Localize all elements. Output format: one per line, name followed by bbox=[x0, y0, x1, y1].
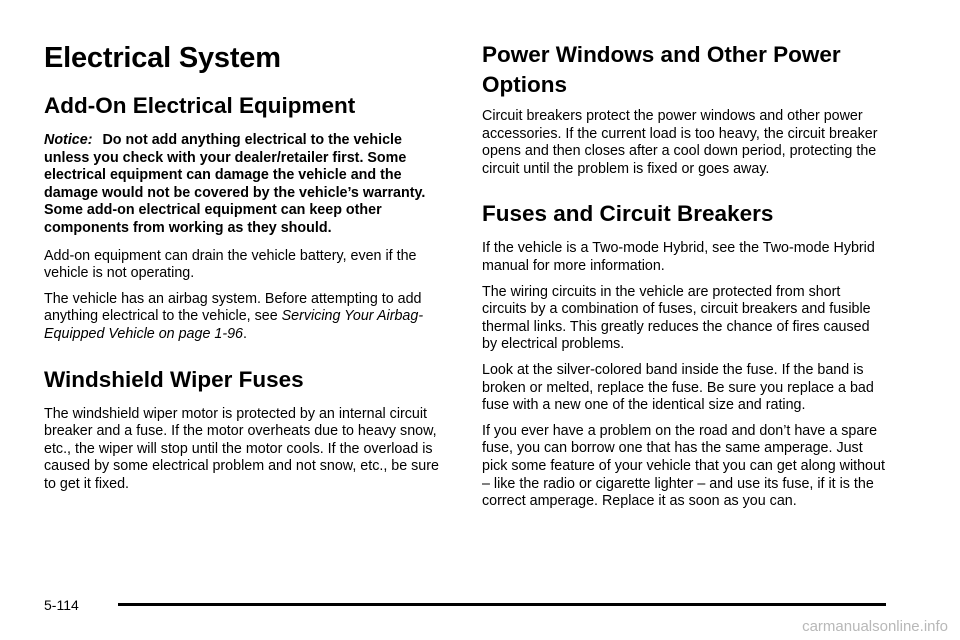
addon-p2-prefix: The vehicle has an airbag system. Before attempting to add anything electrical to the vehicle, see bbox=[44, 290, 422, 325]
right-column bbox=[482, 40, 886, 519]
airbag-cross-reference-link[interactable]: Servicing Your Airbag-Equipped Vehicle on page 1-96 bbox=[44, 308, 424, 342]
notice-label: Notice: bbox=[44, 132, 93, 148]
wiper-heading: Windshield Wiper Fuses bbox=[44, 366, 304, 392]
wiper-paragraph-1: The windshield wiper motor is protected by an internal circuit breaker and a fuse. If the motor overheats due to heavy snow, etc., the wiper will stop until the motor cools. If the overload is caused by some electrical problem and not snow, etc., be sure to get it fixed. bbox=[44, 405, 439, 492]
addon-p2-suffix: . bbox=[243, 325, 247, 342]
fuses-paragraph-1: If the vehicle is a Two-mode Hybrid, see the Two-mode Hybrid manual for more information. bbox=[482, 240, 875, 274]
addon-heading: Add-On Electrical Equipment bbox=[44, 93, 356, 118]
fuses-paragraph-4: If you ever have a problem on the road and don’t have a spare fuse, you can borrow one that has the same amperage. Just pick some feature of your vehicle that you can get along without – like the radio or cigarette lighter – and use its fuse, if it is the correct amperage. Replace it as soon as you can. bbox=[482, 422, 885, 510]
notice-text: Do not add anything electrical to the vehicle unless you check with your dealer/retailer first. Some electrical equipment can damage the vehicle and the damage would not be covered by the vehicle’s warranty. Some add-on electrical equipment can keep other components from working as they should. bbox=[44, 132, 426, 236]
notice-paragraph bbox=[44, 132, 448, 238]
left-column bbox=[44, 40, 448, 502]
fuses-paragraph-3: Look at the silver-colored band inside the fuse. If the band is broken or melted, replace the fuse. Be sure you replace a bad fuse with a new one of the identical size and rating. bbox=[482, 361, 874, 414]
power-windows-paragraph-1: Circuit breakers protect the power windows and other power accessories. If the current load is too heavy, the circuit breaker opens and then closes after a cool down period, protecting the circuit until the problem is fixed or goes away. bbox=[482, 108, 878, 177]
power-windows-heading: Power Windows and Other Power Options bbox=[482, 42, 841, 97]
watermark: carmanualsonline.info bbox=[802, 618, 948, 635]
page-title: Electrical System bbox=[44, 42, 281, 74]
addon-paragraph-1: Add-on equipment can drain the vehicle battery, even if the vehicle is not operating. bbox=[44, 247, 417, 282]
addon-paragraph-2 bbox=[44, 291, 448, 344]
footer-divider bbox=[118, 603, 886, 606]
fuses-paragraph-2: The wiring circuits in the vehicle are protected from short circuits by a combination of fuses, circuit breakers and fusible thermal links. This greatly reduces the chance of fires caused by electrical problems. bbox=[482, 283, 871, 353]
page-number: 5-114 bbox=[44, 597, 79, 613]
fuses-heading: Fuses and Circuit Breakers bbox=[482, 201, 774, 227]
